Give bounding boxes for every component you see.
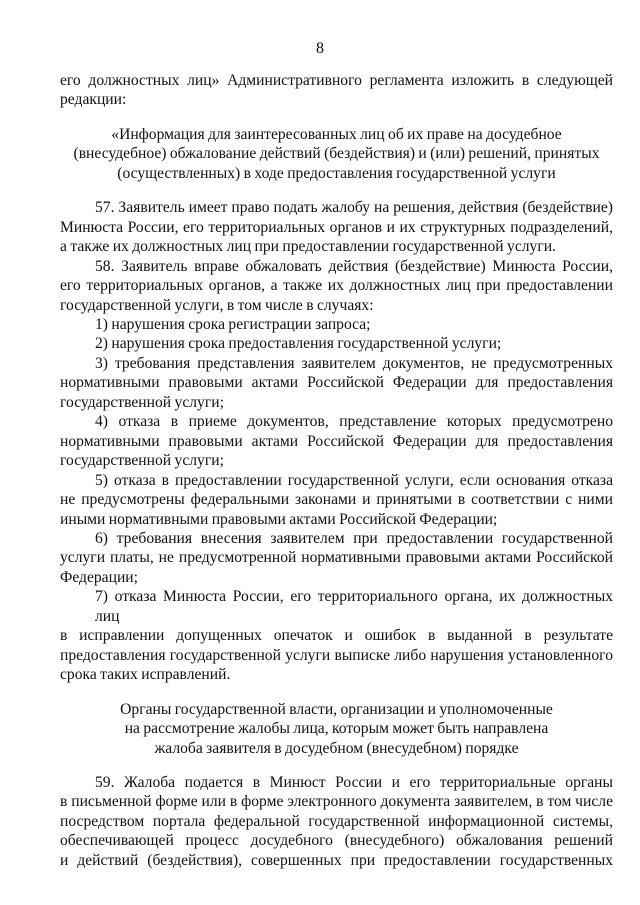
paragraph	[60, 71, 613, 110]
paragraph	[60, 773, 613, 870]
spacer	[60, 758, 613, 773]
text-line: в исправлении допущенных опечаток и ошибок в выданной в результате	[60, 627, 613, 645]
paragraph	[60, 257, 613, 315]
text-line: государственной услуги, в том числе в случаях:	[60, 296, 374, 314]
text-line: не предусмотрены федеральными законами и принятыми в соответствии с ними	[60, 491, 613, 509]
text-line: 2) нарушения срока предоставления государственной услуги;	[95, 335, 502, 353]
text-line: 59. Жалоба подается в Минюст России и его территориальные органы	[95, 773, 613, 791]
spacer	[60, 685, 613, 700]
text-line: нормативными правовыми актами Российской Федерации для предоставления	[60, 432, 613, 450]
text-line: 5) отказа в предоставлении государственной услуги, если основания отказа	[95, 471, 613, 489]
text-line: государственной услуги;	[60, 452, 224, 470]
text-line: Федерации;	[60, 568, 138, 586]
text-line: 6) требования внесения заявителем при предоставлении государственной	[95, 529, 613, 547]
text-line: «Информация для заинтересованных лиц об их праве на досудебное	[111, 125, 562, 143]
text-line: 7) отказа Минюста России, его территориального органа, их должностных лиц	[95, 588, 613, 625]
text-line: Минюста России, его территориальных органов и их структурных подразделений,	[60, 218, 613, 236]
text-line: нормативными правовыми актами Российской Федерации для предоставления	[60, 374, 613, 392]
text-line: 4) отказа в приеме документов, представление которых предусмотрено	[95, 413, 613, 431]
text-line: 58. Заявитель вправе обжаловать действия (бездействие) Минюста России,	[95, 257, 613, 275]
text-line: редакции:	[60, 91, 127, 109]
paragraph	[60, 412, 613, 470]
text-line: его должностных лиц» Административного регламента изложить в следующей	[60, 72, 613, 89]
section-heading	[60, 700, 613, 758]
text-line: жалоба заявителя в досудебном (внесудебном) порядке	[154, 739, 519, 757]
text-line: 3) требования представления заявителем документов, не предусмотренных	[95, 354, 613, 372]
text-line: (осуществленных) в ходе предоставления государственной услуги	[117, 164, 556, 182]
paragraph	[60, 529, 613, 587]
text-line: Органы государственной власти, организации и уполномоченные	[120, 700, 553, 718]
text-line: в письменной форме или в форме электронного документа заявителем, в том числе	[60, 793, 613, 811]
text-line: а также их должностных лиц при предоставлении государственной услуги.	[60, 238, 556, 256]
text-line: услуги платы, не предусмотренной нормативными правовыми актами Российской	[60, 549, 613, 567]
text-line: срока таких исправлений.	[60, 666, 231, 684]
text-line: посредством портала федеральной государственной информационной системы,	[60, 812, 613, 830]
text-line: на рассмотрение жалобы лица, которым может быть направлена	[124, 720, 549, 738]
paragraph	[60, 354, 613, 412]
page-number: 8	[316, 40, 324, 57]
text-line: 57. Заявитель имеет право подать жалобу на решения, действия (бездействие)	[95, 199, 613, 217]
text-line: государственной услуги;	[60, 393, 224, 411]
spacer	[60, 110, 613, 125]
text-line: его территориальных органов, а также их должностных лиц при предоставлении	[60, 277, 613, 295]
text-line: и действий (бездействия), совершенных при предоставлении государственных	[60, 851, 613, 869]
text-line: обеспечивающей процесс досудебного (внесудебного) обжалования решений	[60, 832, 613, 850]
paragraph	[60, 334, 613, 353]
text-line: иными нормативными правовыми актами Российской Федерации;	[60, 510, 498, 528]
spacer	[60, 183, 613, 198]
text-line: (внесудебное) обжалование действий (бездействия) и (или) решений, принятых	[73, 145, 600, 163]
section-heading	[60, 125, 613, 183]
paragraph	[60, 587, 613, 684]
paragraph	[60, 315, 613, 334]
text-line: предоставления государственной услуги выписке либо нарушения установленного	[60, 646, 613, 664]
paragraph	[60, 198, 613, 256]
paragraph	[60, 471, 613, 529]
text-line: 1) нарушения срока регистрации запроса;	[95, 315, 371, 333]
document-body	[60, 0, 613, 890]
